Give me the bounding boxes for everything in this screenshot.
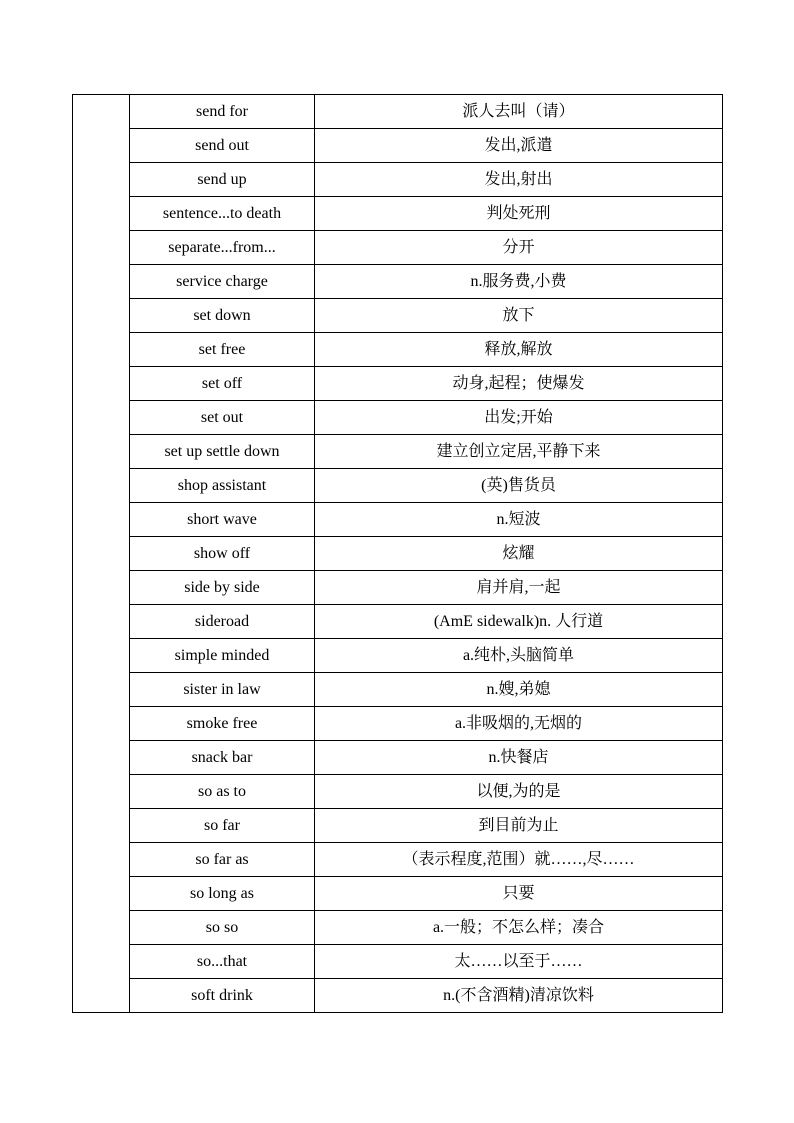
definition-cell: 肩并肩,一起	[315, 571, 723, 605]
table-row	[73, 877, 723, 911]
term-cell: separate...from...	[130, 231, 315, 265]
definition-cell: n.嫂,弟媳	[315, 673, 723, 707]
table-row	[73, 503, 723, 537]
term-cell: so so	[130, 911, 315, 945]
table-row	[73, 333, 723, 367]
table-row	[73, 775, 723, 809]
definition-cell: 发出,派遣	[315, 129, 723, 163]
term-cell: send up	[130, 163, 315, 197]
table-row	[73, 469, 723, 503]
definition-cell: n.短波	[315, 503, 723, 537]
definition-cell: 建立创立定居,平静下来	[315, 435, 723, 469]
term-cell: service charge	[130, 265, 315, 299]
table-row	[73, 639, 723, 673]
vocabulary-table	[72, 94, 723, 1013]
definition-cell: a.纯朴,头脑简单	[315, 639, 723, 673]
vocabulary-table-body	[73, 95, 723, 1013]
table-row	[73, 95, 723, 129]
definition-cell: 发出,射出	[315, 163, 723, 197]
table-row	[73, 197, 723, 231]
table-row	[73, 401, 723, 435]
definition-cell: 释放,解放	[315, 333, 723, 367]
definition-cell: （表示程度,范围）就……,尽……	[315, 843, 723, 877]
term-cell: shop assistant	[130, 469, 315, 503]
term-cell: so long as	[130, 877, 315, 911]
definition-cell: n.服务费,小费	[315, 265, 723, 299]
table-row	[73, 809, 723, 843]
term-cell: smoke free	[130, 707, 315, 741]
term-cell: sideroad	[130, 605, 315, 639]
term-cell: set up settle down	[130, 435, 315, 469]
definition-cell: a.一般；不怎么样；凑合	[315, 911, 723, 945]
term-cell: set down	[130, 299, 315, 333]
table-row	[73, 435, 723, 469]
term-cell: set out	[130, 401, 315, 435]
term-cell: sister in law	[130, 673, 315, 707]
table-row	[73, 163, 723, 197]
definition-cell: n.(不含酒精)清凉饮料	[315, 979, 723, 1013]
row-group-cell	[73, 95, 130, 1013]
term-cell: sentence...to death	[130, 197, 315, 231]
definition-cell: n.快餐店	[315, 741, 723, 775]
definition-cell: 分开	[315, 231, 723, 265]
term-cell: so as to	[130, 775, 315, 809]
definition-cell: (AmE sidewalk)n. 人行道	[315, 605, 723, 639]
table-row	[73, 605, 723, 639]
definition-cell: 炫耀	[315, 537, 723, 571]
table-row	[73, 673, 723, 707]
term-cell: set off	[130, 367, 315, 401]
definition-cell: (英)售货员	[315, 469, 723, 503]
table-row	[73, 741, 723, 775]
definition-cell: 判处死刑	[315, 197, 723, 231]
table-row	[73, 129, 723, 163]
term-cell: side by side	[130, 571, 315, 605]
term-cell: set free	[130, 333, 315, 367]
table-row	[73, 707, 723, 741]
table-row	[73, 265, 723, 299]
definition-cell: 太……以至于……	[315, 945, 723, 979]
table-row	[73, 843, 723, 877]
term-cell: simple minded	[130, 639, 315, 673]
definition-cell: a.非吸烟的,无烟的	[315, 707, 723, 741]
term-cell: soft drink	[130, 979, 315, 1013]
definition-cell: 放下	[315, 299, 723, 333]
table-row	[73, 979, 723, 1013]
term-cell: short wave	[130, 503, 315, 537]
term-cell: show off	[130, 537, 315, 571]
table-row	[73, 911, 723, 945]
definition-cell: 派人去叫（请）	[315, 95, 723, 129]
term-cell: snack bar	[130, 741, 315, 775]
table-row	[73, 231, 723, 265]
term-cell: so far	[130, 809, 315, 843]
term-cell: so far as	[130, 843, 315, 877]
definition-cell: 到目前为止	[315, 809, 723, 843]
table-row	[73, 367, 723, 401]
term-cell: so...that	[130, 945, 315, 979]
table-row	[73, 537, 723, 571]
table-row	[73, 945, 723, 979]
definition-cell: 只要	[315, 877, 723, 911]
table-row	[73, 299, 723, 333]
definition-cell: 动身,起程；使爆发	[315, 367, 723, 401]
definition-cell: 出发;开始	[315, 401, 723, 435]
table-row	[73, 571, 723, 605]
definition-cell: 以便,为的是	[315, 775, 723, 809]
term-cell: send for	[130, 95, 315, 129]
term-cell: send out	[130, 129, 315, 163]
